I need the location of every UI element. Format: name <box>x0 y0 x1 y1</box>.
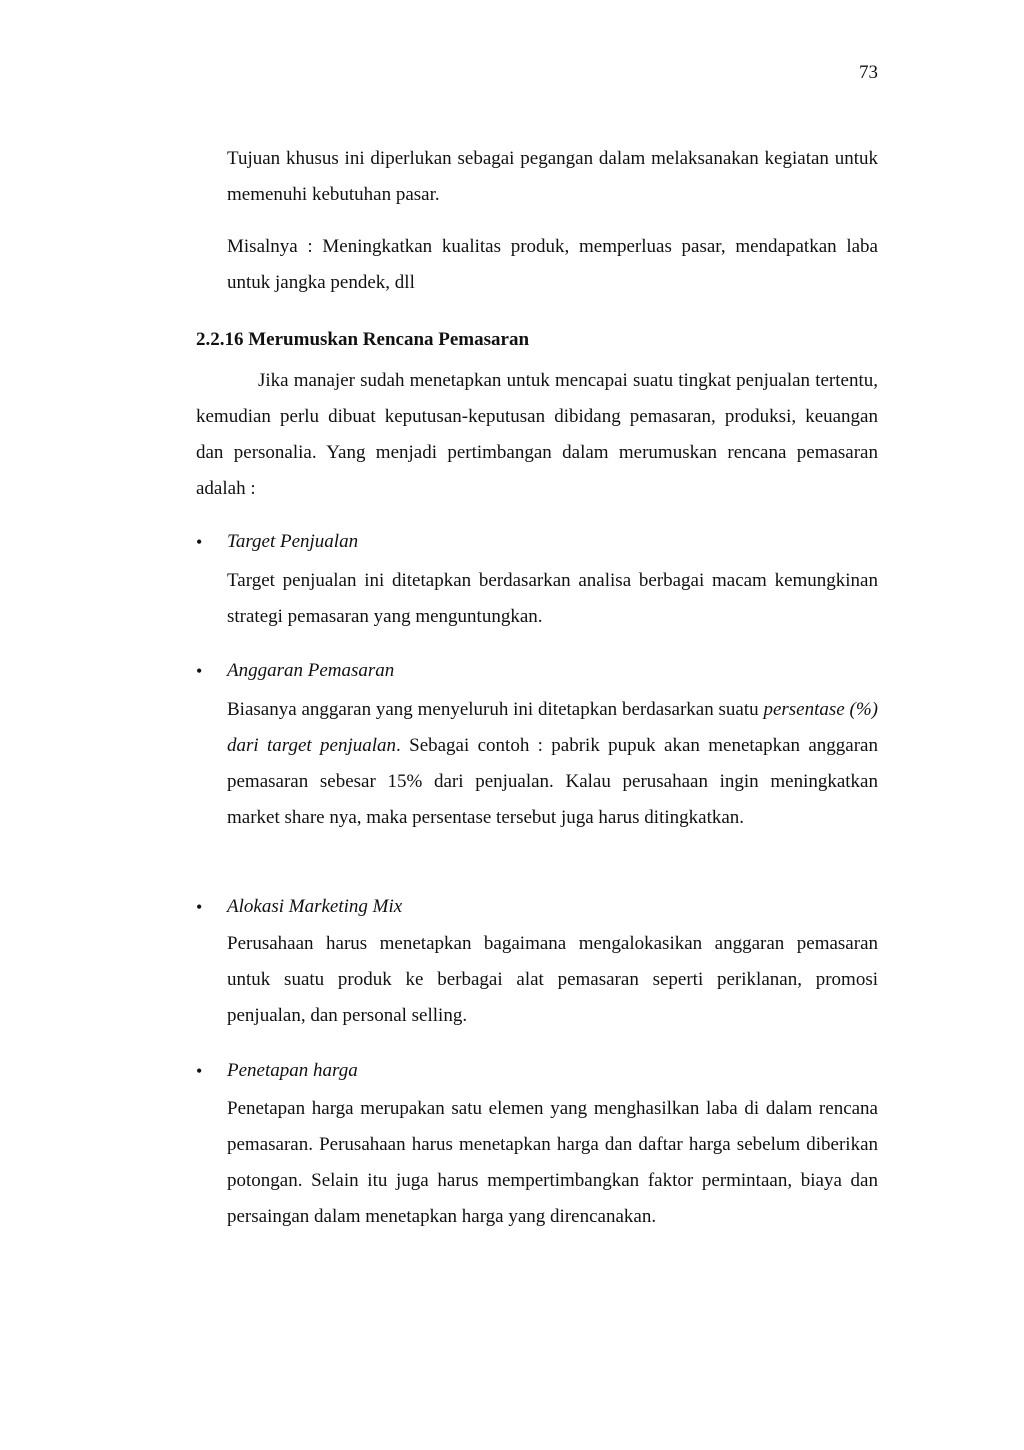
bullet-body-penetapan-harga <box>227 1091 878 1235</box>
bullet-title: Penetapan harga <box>227 1060 358 1081</box>
bullet-text: Perusahaan harus menetapkan bagaimana mengalokasikan anggaran pemasaran untuk suatu produk ke berbagai alat pemasaran seperti periklanan, promosi penjualan, dan personal selling. <box>227 933 878 1026</box>
intro-paragraph-1 <box>227 141 878 213</box>
section-body-text: Jika manajer sudah menetapkan untuk mencapai suatu tingkat penjualan tertentu, kemudian perlu dibuat keputusan-keputusan dibidang pemasaran, produksi, keuangan dan personalia. Yang menjadi pertimbangan dalam merumuskan rencana pemasaran adalah : <box>196 370 878 499</box>
bullet-title: Alokasi Marketing Mix <box>227 896 403 917</box>
intro-text-1: Tujuan khusus ini diperlukan sebagai pegangan dalam melaksanakan kegiatan untuk memenuhi kebutuhan pasar. <box>227 148 878 205</box>
bullet-title: Target Penjualan <box>227 531 359 552</box>
bullet-text-part: . Sebagai contoh : pabrik pupuk akan menetapkan anggaran pemasaran sebesar 15% dari penjualan. Kalau perusahaan ingin meningkatkan market share nya, maka persentase tersebut juga harus ditingkatkan. <box>227 735 878 828</box>
page-number: 73 <box>859 62 878 83</box>
bullet-text: Target penjualan ini ditetapkan berdasarkan analisa berbagai macam kemungkinan strategi pemasaran yang menguntungkan. <box>227 570 878 627</box>
bullet-body-anggaran-pemasaran <box>227 692 878 836</box>
bullet-marker: • <box>196 532 203 552</box>
section-heading: 2.2.16 Merumuskan Rencana Pemasaran <box>196 329 530 350</box>
bullet-body-target-penjualan <box>227 563 878 635</box>
bullet-title: Anggaran Pemasaran <box>227 660 395 681</box>
bullet-marker: • <box>196 1061 203 1081</box>
bullet-text: Penetapan harga merupakan satu elemen yang menghasilkan laba di dalam rencana pemasaran. Perusahaan harus menetapkan harga dan daftar harga sebelum diberikan potongan. Selain itu juga harus mempertimbangkan faktor permintaan, biaya dan persaingan dalam menetapkan harga yang direncanakan. <box>227 1098 878 1227</box>
bullet-body-alokasi-marketing-mix <box>227 926 878 1034</box>
bullet-text-part: Biasanya anggaran yang menyeluruh ini ditetapkan berdasarkan suatu <box>227 699 764 720</box>
bullet-text-italic: persentase (%) dari target penjualan <box>227 699 878 756</box>
bullet-text <box>227 692 878 836</box>
bullet-marker: • <box>196 661 203 681</box>
section-body <box>196 363 878 507</box>
intro-text-2: Misalnya : Meningkatkan kualitas produk, memperluas pasar, mendapatkan laba untuk jangka pendek, dll <box>227 236 878 293</box>
bullet-marker: • <box>196 897 203 917</box>
intro-paragraph-2 <box>227 229 878 301</box>
